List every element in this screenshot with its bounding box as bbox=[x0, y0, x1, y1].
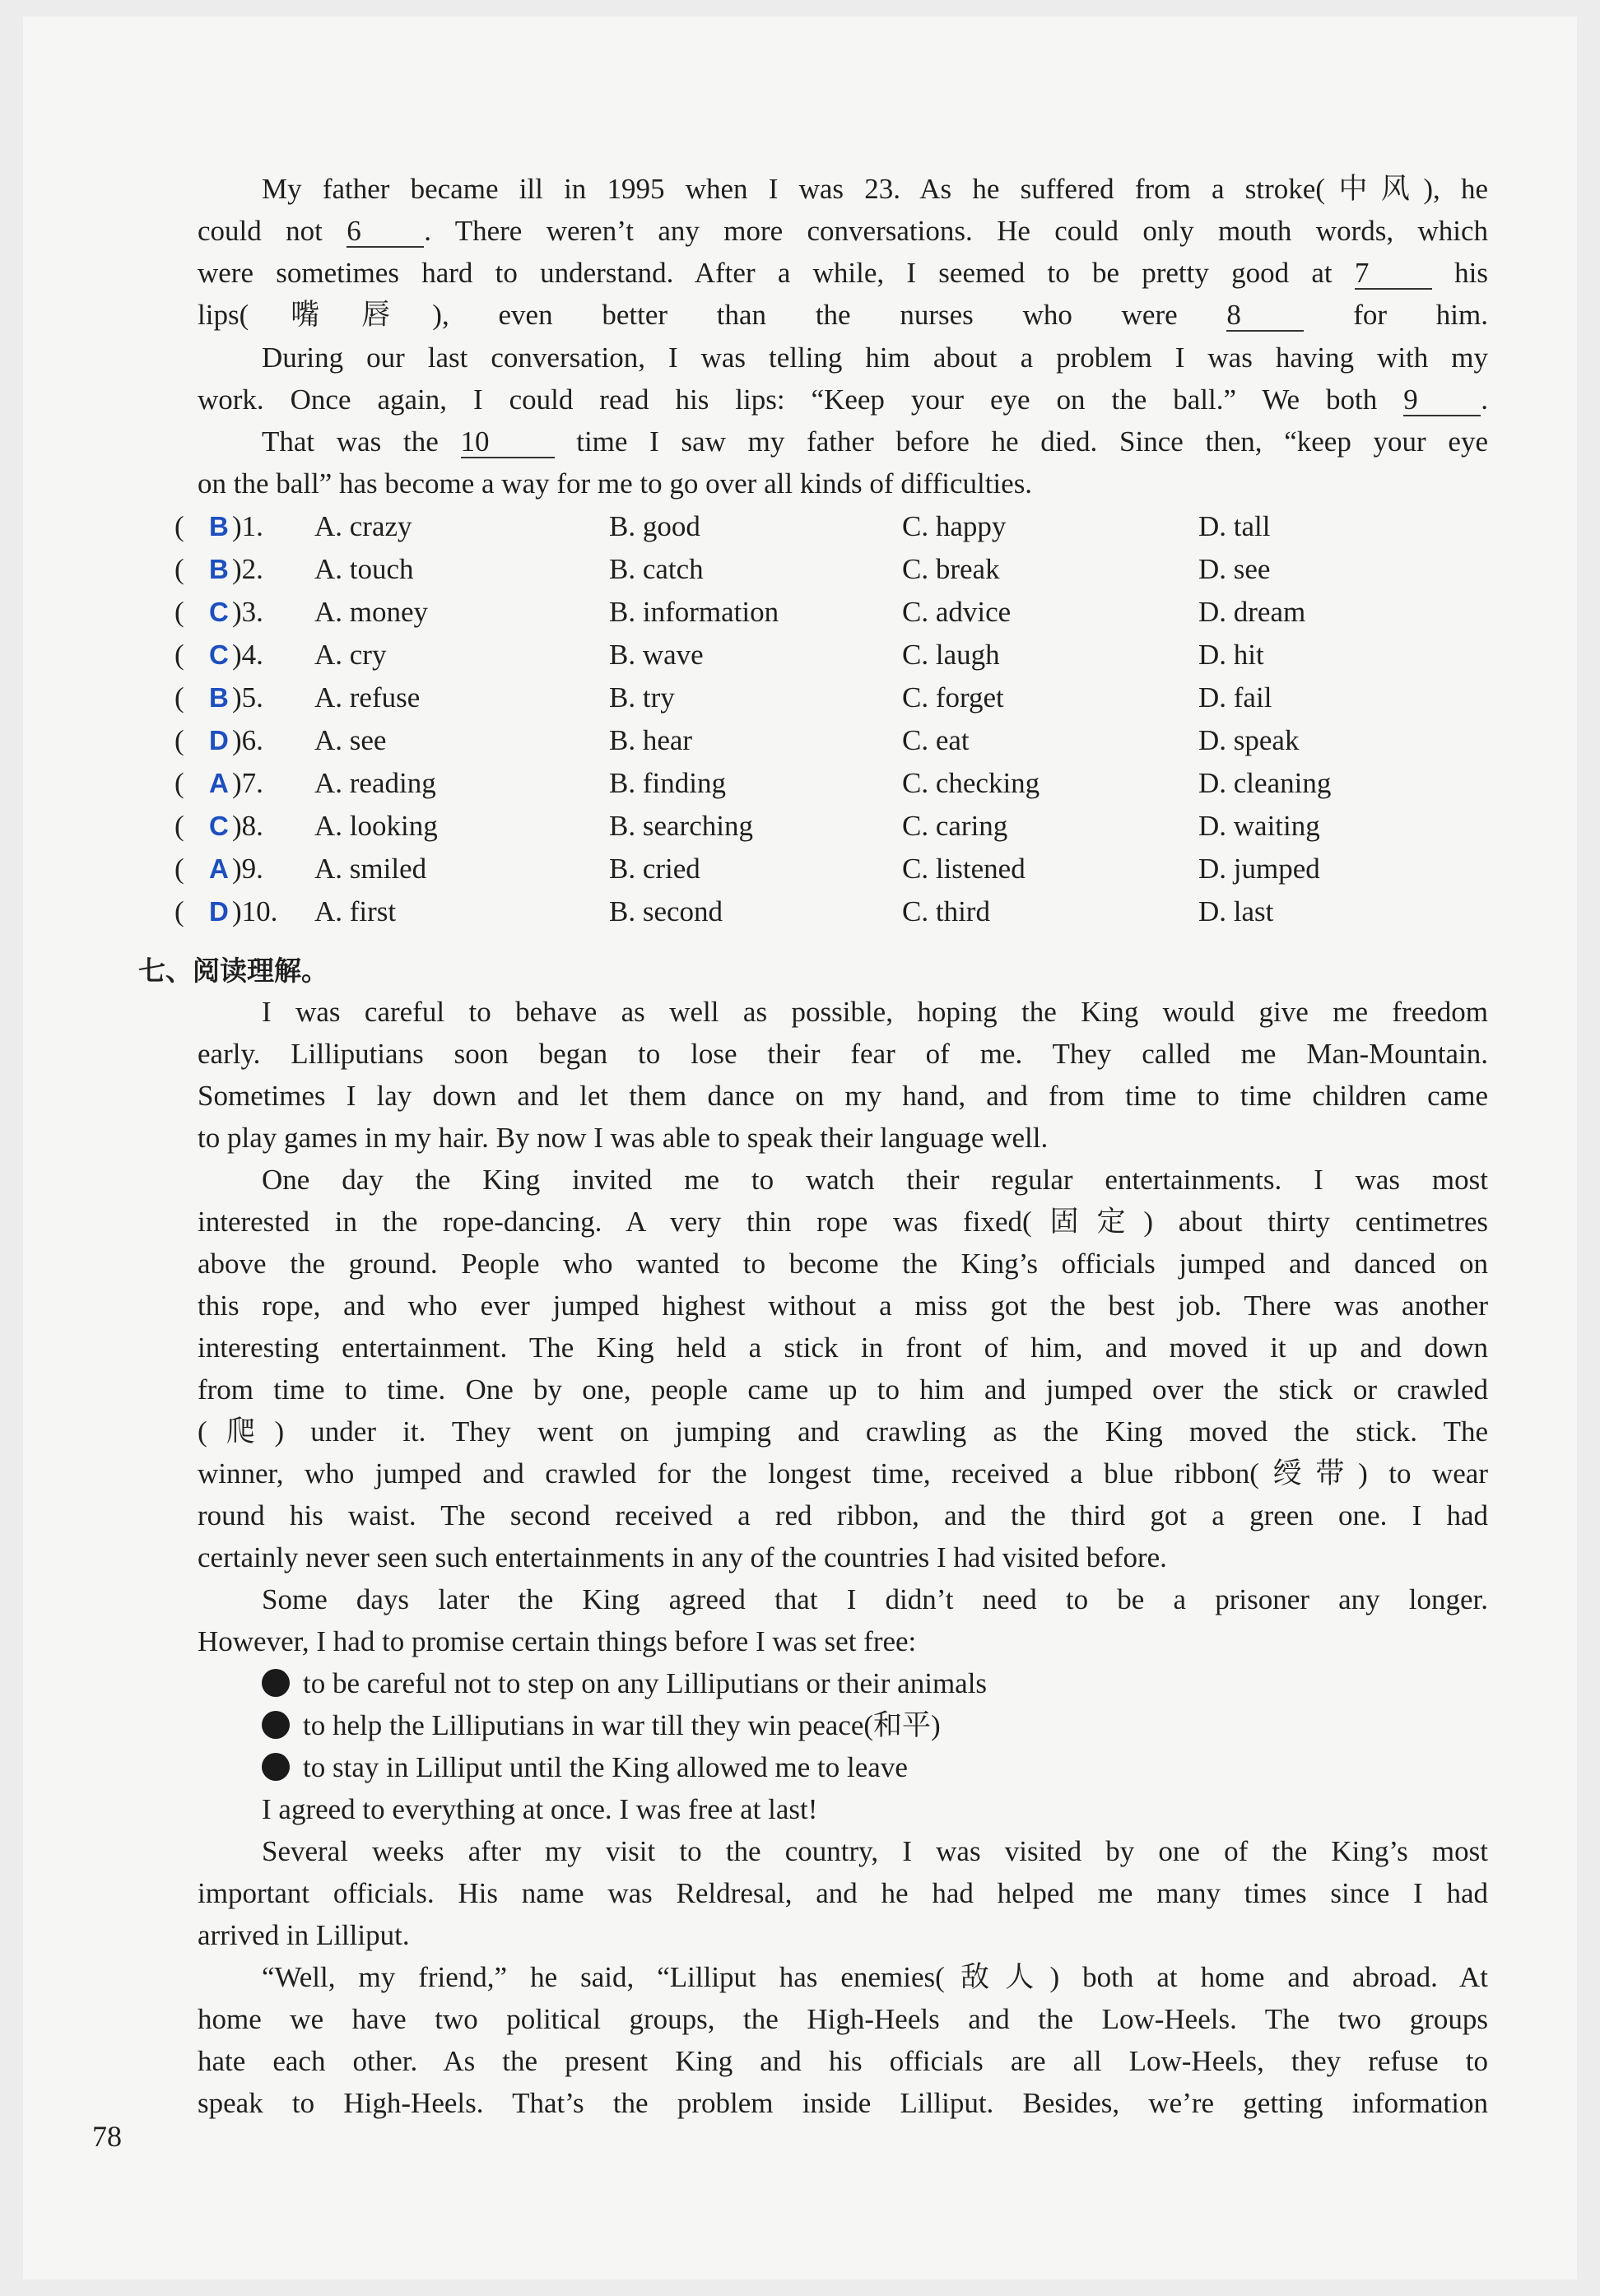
open-paren: ( bbox=[174, 510, 184, 542]
open-paren: ( bbox=[174, 810, 184, 842]
option-c: C. forget bbox=[902, 681, 1004, 713]
option-d: D. last bbox=[1198, 895, 1274, 927]
passage-line bbox=[198, 1415, 1488, 1448]
answer-mark: A bbox=[209, 768, 229, 798]
open-paren: ( bbox=[174, 767, 184, 799]
option-b: B. try bbox=[609, 681, 675, 713]
answer-mark: B bbox=[209, 682, 229, 713]
option-b: B. catch bbox=[609, 553, 704, 585]
passage-text: (爬) under it. They went on jumping and crawling as the King moved the stick. The bbox=[198, 1415, 1488, 1448]
answer-mark: C bbox=[209, 811, 229, 841]
passage-line bbox=[198, 1206, 1488, 1239]
passage-text: I was careful to behave as well as possible, hoping the King would give me freedom bbox=[262, 996, 1488, 1028]
passage-text: above the ground. People who wanted to become the King’s officials jumped and danced on bbox=[198, 1248, 1488, 1280]
passage-line bbox=[198, 1499, 1488, 1532]
passage-text: speak to High-Heels. That’s the problem inside Lilliput. Besides, we’re getting information bbox=[198, 2087, 1488, 2119]
passage-text: round his waist. The second received a red ribbon, and the third got a green one. I had bbox=[198, 1499, 1488, 1531]
option-c: C. eat bbox=[902, 724, 970, 756]
open-paren: ( bbox=[174, 724, 184, 756]
open-paren: ( bbox=[174, 596, 184, 628]
option-b: B. hear bbox=[609, 724, 693, 756]
question-number: )4. bbox=[232, 639, 263, 671]
passage-text: That was the bbox=[262, 425, 461, 458]
bullet-icon bbox=[262, 1669, 290, 1697]
option-b: B. second bbox=[609, 895, 723, 927]
passage-line bbox=[198, 2045, 1488, 2078]
open-paren: ( bbox=[174, 553, 184, 585]
option-a: A. touch bbox=[314, 553, 414, 585]
open-paren: ( bbox=[174, 639, 184, 671]
cloze-blank: 9 bbox=[1403, 385, 1481, 416]
passage-line bbox=[198, 383, 1488, 416]
cloze-blank: 6 bbox=[347, 216, 424, 248]
option-b: B. information bbox=[609, 596, 779, 628]
option-a: A. reading bbox=[314, 767, 436, 799]
question-number: )3. bbox=[232, 596, 263, 628]
passage-text: to stay in Lilliput until the King allowed me to leave bbox=[303, 1751, 908, 1783]
passage-line bbox=[198, 257, 1488, 290]
question-number: )6. bbox=[232, 724, 263, 756]
option-c: C. caring bbox=[902, 810, 1008, 842]
option-c: C. listened bbox=[902, 853, 1026, 885]
passage-line bbox=[198, 215, 1488, 248]
passage-line bbox=[198, 1373, 1488, 1406]
option-a: A. see bbox=[314, 724, 387, 756]
option-a: A. looking bbox=[314, 810, 438, 842]
passage-line bbox=[262, 425, 1488, 458]
passage-line bbox=[198, 1038, 1488, 1071]
section-title: 七、阅读理解。 bbox=[138, 955, 328, 987]
passage-text: on the ball” has become a way for me to go over all kinds of difficulties. bbox=[198, 467, 1033, 500]
question-number: )9. bbox=[232, 853, 263, 885]
passage-text: time I saw my father before he died. Since then, “keep your eye bbox=[554, 425, 1488, 458]
option-c: C. checking bbox=[902, 767, 1040, 799]
option-c: C. advice bbox=[902, 596, 1012, 628]
passage-text: interesting entertainment. The King held a stick in front of him, and moved it up and down bbox=[198, 1332, 1488, 1364]
option-d: D. fail bbox=[1198, 681, 1272, 713]
passage-text: arrived in Lilliput. bbox=[198, 1919, 410, 1951]
cloze-blank: 8 bbox=[1226, 300, 1304, 332]
passage-text: I agreed to everything at once. I was free at last! bbox=[262, 1793, 818, 1825]
option-b: B. finding bbox=[609, 767, 726, 799]
option-a: A. refuse bbox=[314, 681, 421, 713]
passage-line bbox=[262, 1164, 1488, 1197]
condition-item bbox=[262, 1751, 1488, 1784]
passage-line bbox=[262, 996, 1488, 1029]
passage-text: this rope, and who ever jumped highest without a miss got the best job. There was another bbox=[198, 1290, 1488, 1322]
answer-mark: A bbox=[209, 853, 229, 884]
passage-text: One day the King invited me to watch their regular entertainments. I was most bbox=[262, 1164, 1488, 1196]
passage-line bbox=[198, 1541, 1488, 1574]
passage-text: interested in the rope-dancing. A very thin rope was fixed(固定) about thirty centimetres bbox=[198, 1206, 1488, 1238]
condition-item bbox=[262, 1709, 1488, 1742]
passage-line bbox=[262, 173, 1488, 206]
option-b: B. wave bbox=[609, 639, 704, 671]
option-a: A. money bbox=[314, 596, 429, 628]
passage-line bbox=[262, 1793, 1488, 1826]
answer-mark: C bbox=[209, 639, 229, 670]
answer-mark: D bbox=[209, 896, 229, 927]
question-number: )7. bbox=[232, 767, 263, 799]
passage-line bbox=[198, 1457, 1488, 1490]
passage-text: My father became ill in 1995 when I was 23. As he suffered from a stroke(中风), he bbox=[262, 173, 1488, 205]
option-d: D. dream bbox=[1198, 596, 1306, 628]
option-c: C. break bbox=[902, 553, 1000, 585]
option-d: D. waiting bbox=[1198, 810, 1320, 842]
option-c: C. third bbox=[902, 895, 990, 927]
option-a: A. smiled bbox=[314, 853, 427, 885]
condition-item bbox=[262, 1667, 1488, 1700]
passage-text: work. Once again, I could read his lips: “Keep your eye on the ball.” We both bbox=[198, 383, 1404, 416]
cloze-blank: 10 bbox=[461, 427, 555, 458]
answer-mark: D bbox=[209, 725, 229, 755]
passage-line bbox=[198, 467, 1488, 500]
passage-text: important officials. His name was Reldresal, and he had helped me many times since I had bbox=[198, 1877, 1488, 1909]
passage-text: for him. bbox=[1304, 299, 1488, 331]
passage-text: lips(嘴唇), even better than the nurses who were bbox=[198, 299, 1227, 331]
page-content bbox=[23, 16, 1577, 2280]
question-number: )8. bbox=[232, 810, 263, 842]
passage-line bbox=[262, 1961, 1488, 1994]
passage-line bbox=[198, 1919, 1488, 1952]
option-c: C. happy bbox=[902, 510, 1007, 542]
passage-text: to be careful not to step on any Lilliputians or their animals bbox=[303, 1667, 988, 1699]
option-d: D. hit bbox=[1198, 639, 1264, 671]
option-a: A. cry bbox=[314, 639, 387, 671]
answer-mark: B bbox=[209, 511, 229, 541]
textbook-page bbox=[23, 16, 1577, 2280]
option-d: D. see bbox=[1198, 553, 1271, 585]
bullet-icon bbox=[262, 1753, 290, 1781]
option-c: C. laugh bbox=[902, 639, 1000, 671]
passage-text: hate each other. As the present King and his officials are all Low-Heels, they refuse to bbox=[198, 2045, 1488, 2077]
answer-mark: C bbox=[209, 597, 229, 627]
passage-line bbox=[198, 1290, 1488, 1322]
passage-text: from time to time. One by one, people came up to him and jumped over the stick or crawled bbox=[198, 1373, 1488, 1406]
option-b: B. cried bbox=[609, 853, 700, 885]
passage-line bbox=[198, 2087, 1488, 2120]
passage-text: his bbox=[1431, 257, 1488, 289]
option-b: B. good bbox=[609, 510, 700, 542]
passage-text: . bbox=[1481, 383, 1488, 416]
passage-text: Several weeks after my visit to the country, I was visited by one of the King’s most bbox=[262, 1835, 1488, 1867]
option-d: D. cleaning bbox=[1198, 767, 1332, 799]
passage-text: “Well, my friend,” he said, “Lilliput has enemies(敌人) both at home and abroad. At bbox=[262, 1961, 1488, 1993]
passage-line bbox=[198, 1625, 1488, 1658]
open-paren: ( bbox=[174, 895, 184, 927]
passage-text: to play games in my hair. By now I was able to speak their language well. bbox=[198, 1122, 1049, 1154]
passage-text: During our last conversation, I was telling him about a problem I was having with my bbox=[262, 342, 1488, 374]
passage-line bbox=[198, 2003, 1488, 2036]
option-d: D. speak bbox=[1198, 724, 1300, 756]
option-a: A. crazy bbox=[314, 510, 412, 542]
passage-line bbox=[198, 1122, 1488, 1155]
passage-line bbox=[198, 1332, 1488, 1364]
passage-text: early. Lilliputians soon began to lose their fear of me. They called me Man-Mountain. bbox=[198, 1038, 1488, 1070]
passage-line bbox=[198, 1248, 1488, 1280]
passage-text: Some days later the King agreed that I didn’t need to be a prisoner any longer. bbox=[262, 1583, 1488, 1615]
option-a: A. first bbox=[314, 895, 397, 927]
question-number: )5. bbox=[232, 681, 263, 713]
passage-line bbox=[262, 1583, 1488, 1616]
open-paren: ( bbox=[174, 681, 184, 713]
passage-text: home we have two political groups, the High-Heels and the Low-Heels. The two groups bbox=[198, 2003, 1488, 2035]
passage-text: winner, who jumped and crawled for the longest time, received a blue ribbon(绶带) to wear bbox=[198, 1457, 1488, 1490]
question-number: )2. bbox=[232, 553, 263, 585]
passage-line bbox=[198, 1080, 1488, 1113]
passage-text: to help the Lilliputians in war till they win peace(和平) bbox=[303, 1709, 941, 1741]
passage-line bbox=[198, 299, 1488, 332]
passage-text: Sometimes I lay down and let them dance on my hand, and from time to time children came bbox=[198, 1080, 1488, 1112]
option-b: B. searching bbox=[609, 810, 753, 842]
answer-mark: B bbox=[209, 554, 229, 584]
option-d: D. tall bbox=[1198, 510, 1271, 542]
question-number: )1. bbox=[232, 510, 263, 542]
passage-text: could not bbox=[198, 215, 347, 247]
open-paren: ( bbox=[174, 853, 184, 885]
passage-line bbox=[262, 1835, 1488, 1868]
passage-text: were sometimes hard to understand. After a while, I seemed to be pretty good at bbox=[198, 257, 1355, 289]
passage-text: certainly never seen such entertainments in any of the countries I had visited before. bbox=[198, 1541, 1167, 1573]
passage-line bbox=[262, 342, 1488, 374]
passage-text: However, I had to promise certain things before I was set free: bbox=[198, 1625, 917, 1657]
passage-line bbox=[198, 1877, 1488, 1910]
question-number: )10. bbox=[232, 895, 278, 927]
cloze-blank: 7 bbox=[1355, 258, 1432, 290]
page-number: 78 bbox=[92, 2120, 122, 2153]
bullet-icon bbox=[262, 1711, 290, 1739]
option-d: D. jumped bbox=[1198, 853, 1320, 885]
passage-text: . There weren’t any more conversations. He could only mouth words, which bbox=[424, 215, 1489, 247]
